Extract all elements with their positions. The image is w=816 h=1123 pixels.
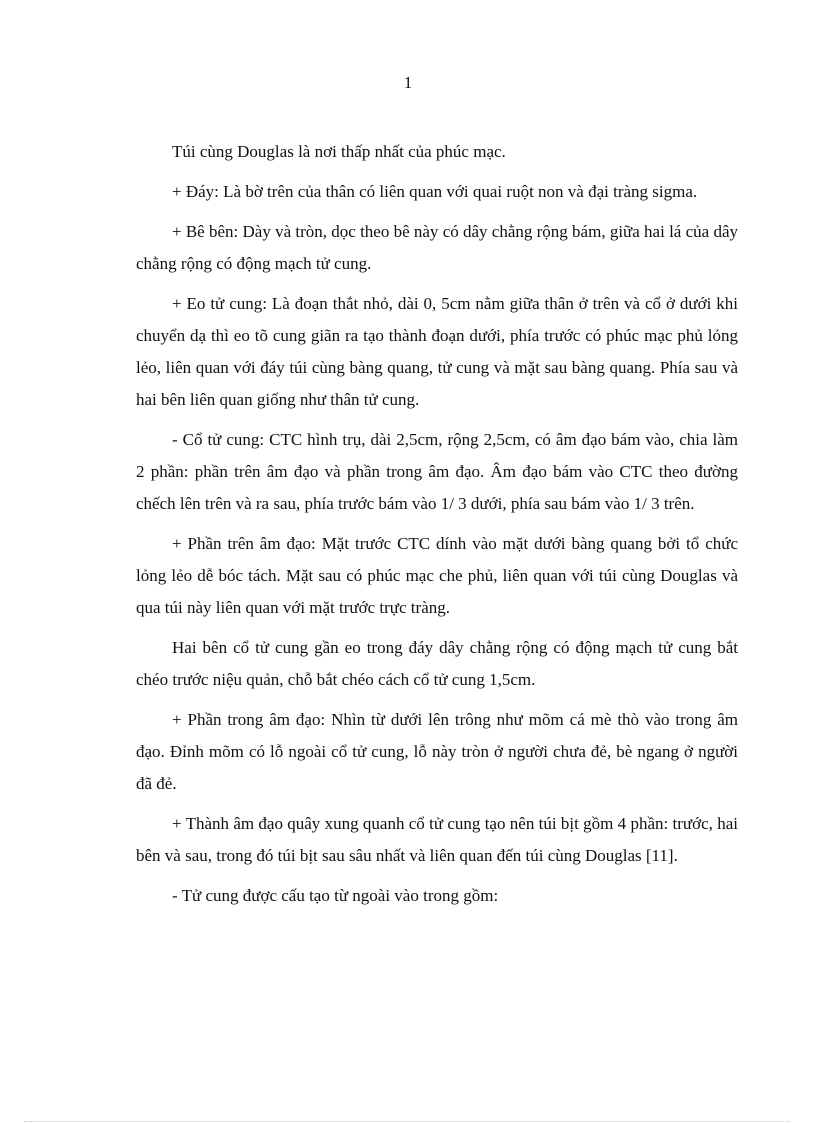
paragraph-uterine-isthmus: + Eo tử cung: Là đoạn thắt nhỏ, dài 0, 5cm nằm giữa thân ở trên và cổ ở dưới khi chuyển dạ thì eo tõ cung giãn ra tạo thành đoạn dưới, phía trước có phúc mạc phủ lỏng lẻo, liên quan với đáy túi cùng bàng quang, tử cung và mặt sau bàng quang. Phía sau và hai bên liên quan giống như thân tử cung. — [136, 294, 738, 409]
paragraph-uterine-structure: - Tử cung được cấu tạo từ ngoài vào trong gồm: — [172, 886, 499, 905]
paragraph-douglas-pouch: Túi cùng Douglas là nơi thấp nhất của phúc mạc. — [172, 142, 506, 161]
document-body — [136, 136, 738, 920]
paragraph-vaginal-part: + Phần trong âm đạo: Nhìn từ dưới lên trông như mõm cá mè thò vào trong âm đạo. Đỉnh mõm có lỗ ngoài cổ tử cung, lỗ này tròn ở người chưa đẻ, bè ngang ở người đã đẻ. — [136, 710, 738, 793]
paragraph-lateral-border: + Bê bên: Dày và tròn, dọc theo bê này có dây chằng rộng bám, giữa hai lá của dây chằng rộng có động mạch tử cung. — [136, 222, 738, 273]
paragraph-uterine-artery: Hai bên cổ tử cung gần eo trong đáy dây chằng rộng có động mạch tử cung bắt chéo trước niệu quản, chỗ bắt chéo cách cổ tử cung 1,5cm. — [136, 638, 738, 689]
paragraph-cervix: - Cổ tử cung: CTC hình trụ, dài 2,5cm, rộng 2,5cm, có âm đạo bám vào, chia làm 2 phần: phần trên âm đạo và phần trong âm đạo. Âm đạo bám vào CTC theo đường chếch lên trên và ra sau, phía trước bám vào 1/ 3 dưới, phía sau bám vào 1/ 3 trên. — [136, 430, 738, 513]
paragraph-vaginal-fornix: + Thành âm đạo quây xung quanh cổ tử cung tạo nên túi bịt gồm 4 phần: trước, hai bên và sau, trong đó túi bịt sau sâu nhất và liên quan đến túi cùng Douglas [11]. — [136, 814, 738, 865]
paragraph-fundus: + Đáy: Là bờ trên của thân có liên quan với quai ruột non và đại tràng sigma. — [172, 182, 698, 201]
page-bottom-dotted-border — [24, 1121, 790, 1122]
paragraph-supravaginal-part: + Phần trên âm đạo: Mặt trước CTC dính vào mặt dưới bàng quang bởi tổ chức lỏng lẻo dễ bóc tách. Mặt sau có phúc mạc che phủ, liên quan với túi cùng Douglas và qua túi này liên quan với mặt trước trực tràng. — [136, 534, 738, 617]
page-number: 1 — [403, 73, 413, 92]
